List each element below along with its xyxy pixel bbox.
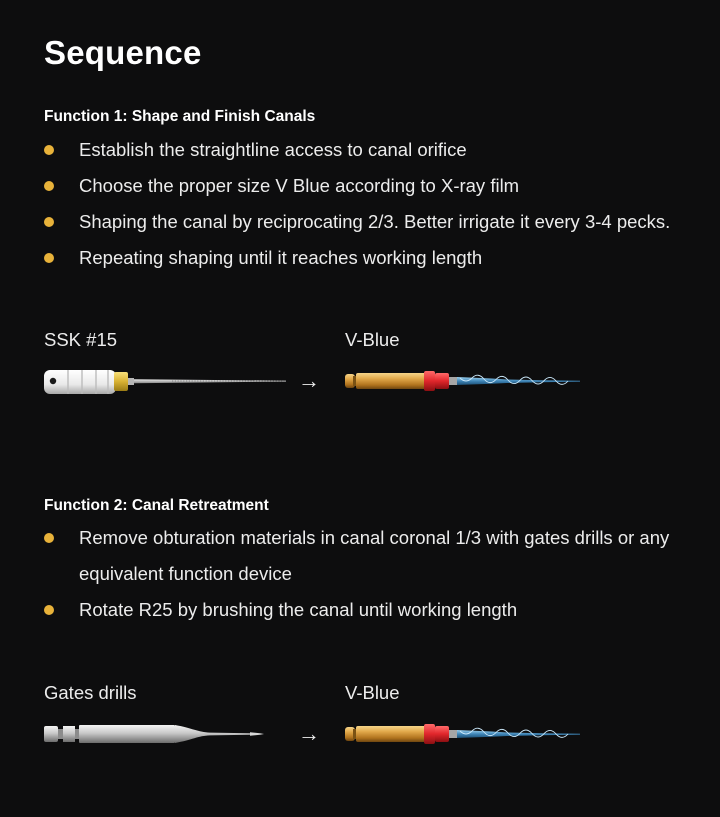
page-title: Sequence bbox=[44, 34, 202, 71]
ssk15-hand-file-image bbox=[42, 365, 292, 397]
bullet-dot-icon bbox=[44, 145, 54, 155]
gates-drill-image bbox=[42, 719, 272, 749]
bullet-dot-icon bbox=[44, 217, 54, 227]
list-item bbox=[44, 592, 704, 628]
bullet-dot-icon bbox=[44, 253, 54, 263]
list-item-text: Rotate R25 by brushing the canal until working length bbox=[79, 599, 518, 620]
vblue-label-1: V-Blue bbox=[345, 329, 400, 350]
vblue-rotary-file-image bbox=[342, 366, 590, 396]
vblue-rotary-file-image bbox=[342, 719, 590, 749]
list-item bbox=[44, 168, 704, 204]
vblue-label-2: V-Blue bbox=[345, 682, 400, 703]
arrow-right-icon: → bbox=[298, 368, 320, 393]
function2-bullet-list bbox=[44, 520, 704, 628]
arrow-right-icon: → bbox=[298, 721, 320, 746]
list-item bbox=[44, 520, 704, 592]
gates-drills-label: Gates drills bbox=[44, 682, 137, 703]
list-item bbox=[44, 204, 704, 240]
bullet-dot-icon bbox=[44, 605, 54, 615]
list-item bbox=[44, 132, 704, 168]
bullet-dot-icon bbox=[44, 181, 54, 191]
list-item-text: Choose the proper size V Blue according to X-ray film bbox=[79, 175, 520, 196]
bullet-dot-icon bbox=[44, 533, 54, 543]
list-item-text: Repeating shaping until it reaches working length bbox=[79, 247, 483, 268]
ssk15-label: SSK #15 bbox=[44, 329, 118, 350]
function1-heading: Function 1: Shape and Finish Canals bbox=[44, 108, 316, 125]
function2-heading: Function 2: Canal Retreatment bbox=[44, 497, 269, 514]
list-item bbox=[44, 240, 704, 276]
list-item-text: Shaping the canal by reciprocating 2/3. Better irrigate it every 3-4 pecks. bbox=[79, 211, 671, 232]
list-item-text: Remove obturation materials in canal coronal 1/3 with gates drills or any equivalent function device bbox=[79, 527, 670, 584]
function1-bullet-list bbox=[44, 132, 704, 276]
list-item-text: Establish the straightline access to canal orifice bbox=[79, 139, 467, 160]
